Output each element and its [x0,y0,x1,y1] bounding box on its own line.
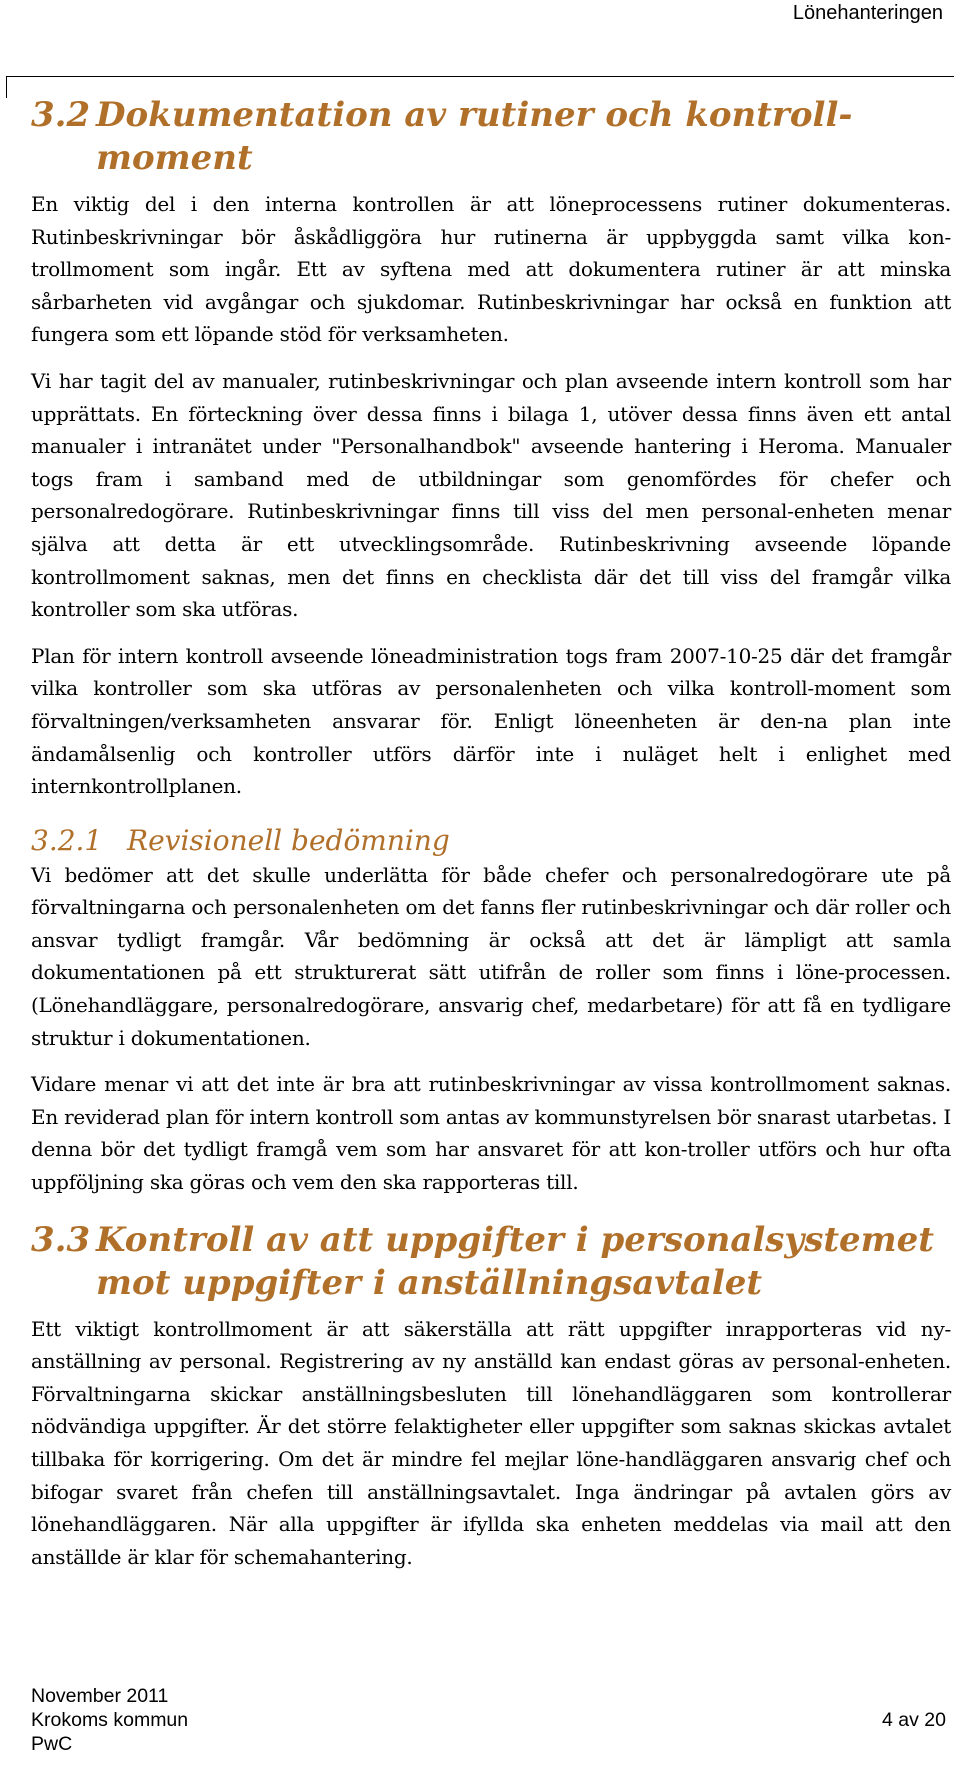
paragraph: En viktig del i den interna kontrollen är att löneprocessens rutiner dokumenteras. Rutinbeskrivningar bör åskådliggöra hur rutinerna är uppbyggda samt vilka kon-trollmoment som ingår. Ett av syftena med att dokumentera rutiner är att minska sårbarheten vid avgångar och sjukdomar. Rutinbeskrivningar har också en funktion att fungera som ett löpande stöd för verksamheten. [31,192,951,347]
footer-date: November 2011 [31,1685,169,1707]
running-header: Lönehanteringen [792,2,943,24]
section-title: Revisionell bedömning [127,823,450,857]
header-rule [6,76,954,77]
section-3-3-heading [31,1219,951,1305]
paragraph: Vi bedömer att det skulle underlätta för både chefer och personalredogörare ute på förvaltningarna och personalenheten om det fanns fler rutinbeskrivningar och där roller och ansvar tydligt framgår. Vår bedömning är också att det är lämpligt att samla dokumentationen på ett strukturerat sätt utifrån de roller som finns i löne-processen. (Lönehandläggare, personalredogörare, ansvarig chef, medarbetare) för att få en tydligare struktur i dokumentationen. [31,862,951,1050]
footer-author: PwC [31,1733,73,1755]
section-3-2-1-heading [31,823,951,859]
page-content [31,94,951,1573]
page-number: 4 av 20 [882,1709,946,1731]
paragraph: Vidare menar vi att det inte är bra att rutinbeskrivningar av vissa kontrollmoment saknas. En reviderad plan för intern kontroll som antas av kommunstyrelsen bör snarast utarbetas. I denna bör det tydligt framgå vem som har ansvaret för att kon-troller utförs och hur ofta uppföljning ska göras och vem den ska rapporteras till. [31,1072,951,1195]
paragraph: Vi har tagit del av manualer, rutinbeskrivningar och plan avseende intern kontroll som har upprättats. En förteckning över dessa finns i bilaga 1, utöver dessa finns även ett antal manualer i intranätet under "Personalhandbok" avseende hantering i Heroma. Manualer togs fram i samband med de utbildningar som genomfördes för chefer och personalredogörare. Rutinbeskrivningar finns till viss del men personal-enheten menar själva att detta är ett utvecklingsområde. Rutinbeskrivning avseende löpande kontrollmoment saknas, men det finns en checklista där det till viss del framgår vilka kontroller som ska utföras. [31,368,951,622]
section-number: 3.2.1 [31,823,103,857]
page-footer [31,1684,946,1756]
paragraph: Ett viktigt kontrollmoment är att säkerställa att rätt uppgifter inrapporteras vid ny-anställning av personal. Registrering av ny anställd kan endast göras av personal-enheten. Förvaltningarna skickar anställningsbesluten till lönehandläggaren som kontrollerar nödvändiga uppgifter. Är det större felaktigheter eller uppgifter som saknas skickas avtalet tillbaka för korrigering. Om det är mindre fel mejlar löne-handläggaren ansvarig chef och bifogar svaret från chefen till anställningsavtalet. Inga ändringar på avtalen görs av lönehandläggaren. När alla uppgifter är ifyllda ska enheten meddelas via mail att den anställde är klar för schemahantering. [31,1316,951,1569]
footer-organization: Krokoms kommun [31,1709,189,1731]
header-corner-mark [6,76,7,98]
section-3-2-heading [31,94,956,180]
section-title: Dokumentation av rutiner och kontroll-moment [96,95,853,178]
paragraph: Plan för intern kontroll avseende löneadministration togs fram 2007-10-25 där det framgår vilka kontroller som ska utföras av personalenheten och vilka kontroll-moment som förvaltningen/verksamheten ansvarar för. Enligt löneenheten är den-na plan inte ändamålsenlig och kontroller utförs därför inte i nuläget helt i enlighet med internkontrollplanen. [31,643,951,799]
section-number: 3.2 [31,95,91,135]
section-number: 3.3 [31,1219,91,1260]
section-title: Kontroll av att uppgifter i personalsystemet mot uppgifter i anställningsavtalet [96,1219,934,1303]
